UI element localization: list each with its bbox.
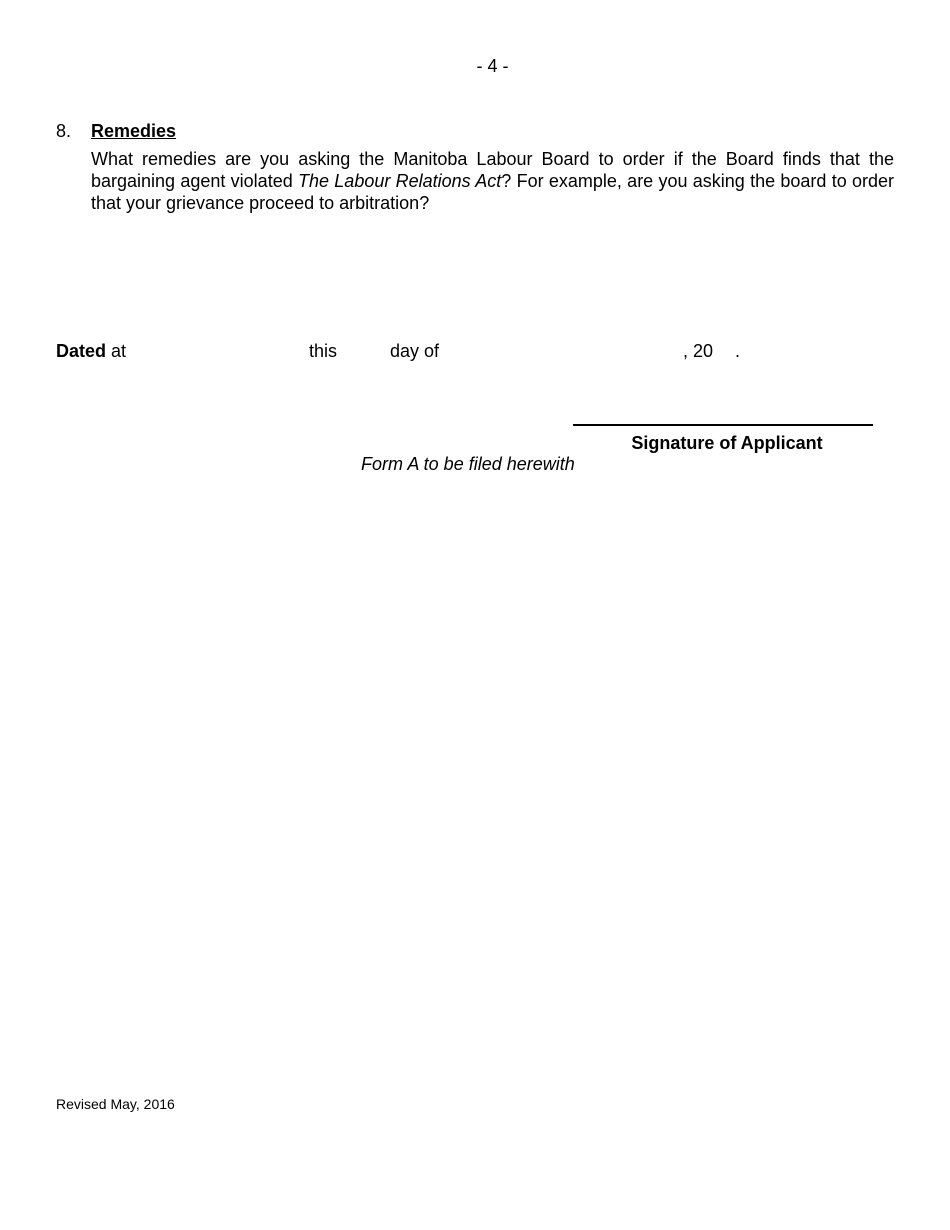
dated-line (0, 341, 950, 365)
period-label: . (735, 341, 741, 361)
question-text-end: ? For example, are you asking the board to order that your grievance proceed to arbitration? (91, 171, 895, 213)
section-number: 8. (56, 121, 72, 141)
at-word: at (111, 341, 127, 361)
dated-word: Dated (56, 341, 107, 361)
revised-date: Revised May, 2016 (56, 1096, 175, 1112)
act-name: The Labour Relations Act (298, 171, 502, 191)
signature-label: Signature of Applicant (631, 433, 823, 453)
section-heading: Remedies (91, 121, 177, 141)
section-question (91, 148, 894, 214)
this-label: this (309, 341, 338, 361)
year-label: , 20 (683, 341, 714, 361)
day-of-label: day of (390, 341, 440, 361)
dated-label (56, 341, 126, 362)
page-number: - 4 - (476, 56, 509, 76)
question-text-start: What remedies are you asking the Manitoba Labour Board to order if the Board finds that the bargaining agent violated (91, 149, 894, 191)
form-note: Form A to be filed herewith (361, 454, 575, 474)
signature-line (573, 424, 873, 426)
